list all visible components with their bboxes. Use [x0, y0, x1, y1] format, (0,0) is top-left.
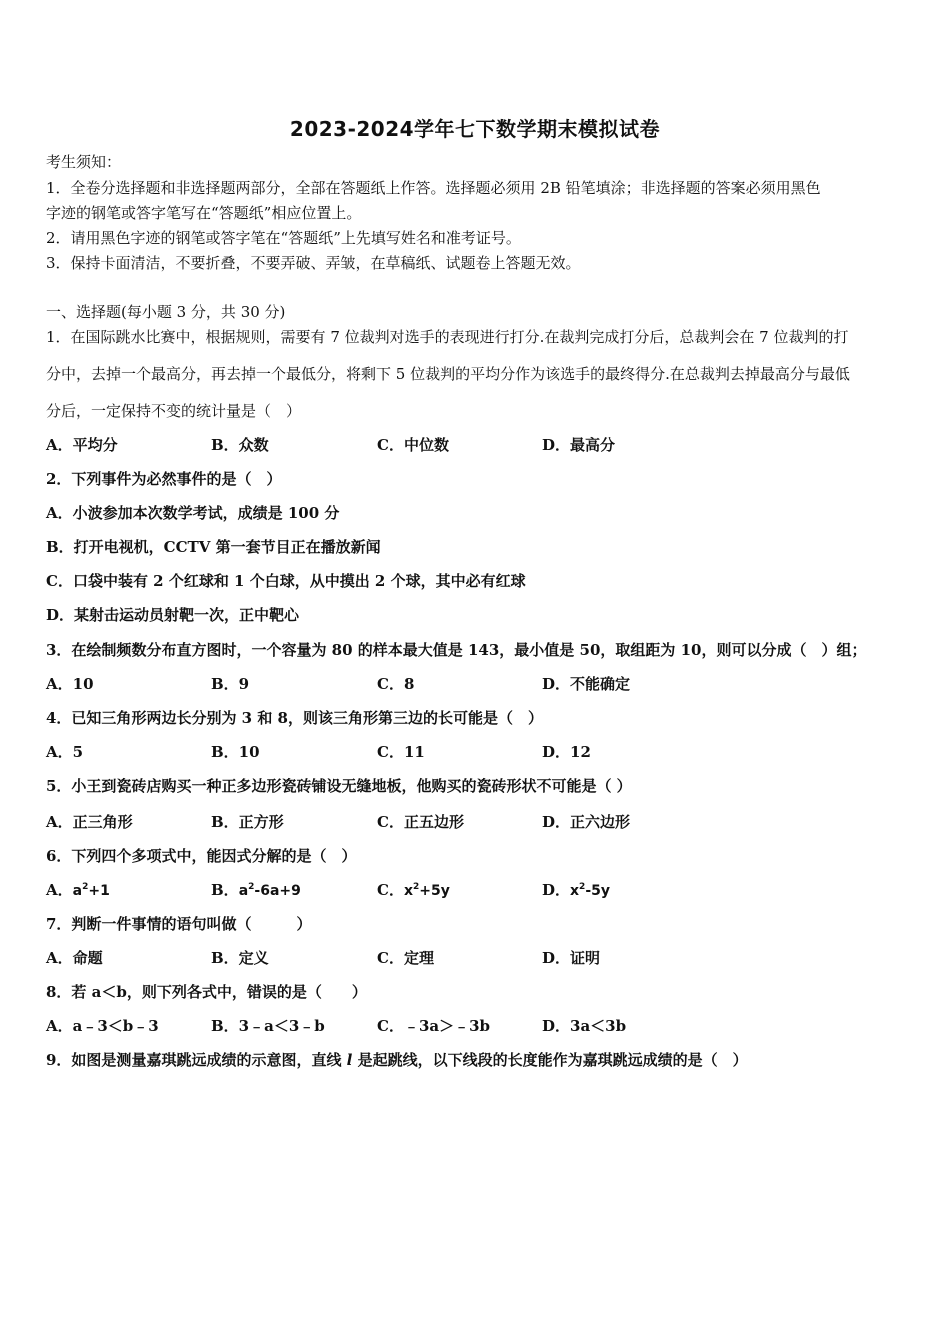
q1-option-b[interactable]: B．众数	[211, 436, 269, 454]
q1-stem-line-1: 1．在国际跳水比赛中，根据规则，需要有 7 位裁判对选手的表现进行打分.在裁判完成打分后，总裁判会在 7 位裁判的打	[46, 328, 849, 346]
q8-option-c[interactable]: C．﹣3a＞﹣3b	[377, 1017, 491, 1035]
q7-option-b[interactable]: B．定义	[211, 949, 269, 967]
notice-item-1-line-2: 字迹的钢笔或答字笔写在“答题纸”相应位置上。	[46, 204, 362, 222]
q5-stem: 5．小王到瓷砖店购买一种正多边形瓷砖铺设无缝地板，他购买的瓷砖形状不可能是（ ）	[46, 777, 632, 795]
q8-option-a[interactable]: A．a﹣3＜b﹣3	[46, 1017, 159, 1035]
q1-stem-line-2: 分中，去掉一个最高分，再去掉一个最低分，将剩下 5 位裁判的平均分作为该选手的最终得分.在总裁判去掉最高分与最低	[46, 365, 850, 383]
q7-options	[46, 948, 906, 968]
q2-option-a[interactable]: A．小波参加本次数学考试，成绩是 100 分	[46, 504, 340, 522]
q2-option-c[interactable]: C．口袋中装有 2 个红球和 1 个白球，从中摸出 2 个球，其中必有红球	[46, 572, 526, 590]
q6-option-a[interactable]: A．$a^2+1$	[46, 881, 110, 899]
q1-option-a[interactable]: A．平均分	[46, 436, 118, 454]
q1-stem-line-3: 分后，一定保持不变的统计量是（ ）	[46, 402, 302, 420]
q4-option-a[interactable]: A．5	[46, 743, 84, 761]
q1-options	[46, 435, 906, 455]
q2-option-d[interactable]: D．某射击运动员射靶一次，正中靶心	[46, 606, 300, 624]
q3-option-d[interactable]: D．不能确定	[542, 675, 631, 693]
q6-stem: 6．下列四个多项式中，能因式分解的是（ ）	[46, 847, 357, 865]
q3-options	[46, 674, 906, 694]
q5-option-a[interactable]: A．正三角形	[46, 813, 133, 831]
q4-stem: 4．已知三角形两边长分别为 3 和 8，则该三角形第三边的长可能是（ ）	[46, 709, 543, 727]
q3-option-a[interactable]: A．10	[46, 675, 94, 693]
q4-option-b[interactable]: B．10	[211, 743, 260, 761]
q5-option-d[interactable]: D．正六边形	[542, 813, 631, 831]
q8-option-b[interactable]: B．3﹣a＜3﹣b	[211, 1017, 325, 1035]
q7-option-c[interactable]: C．定理	[377, 949, 434, 967]
q9-variable-l: l	[346, 1051, 353, 1069]
q2-stem: 2．下列事件为必然事件的是（ ）	[46, 470, 282, 488]
q6-option-b[interactable]: B．$a^2-6a+9$	[211, 881, 301, 899]
notice-item-3: 3．保持卡面清洁，不要折叠，不要弄破、弄皱，在草稿纸、试题卷上答题无效。	[46, 254, 581, 272]
q6-options	[46, 880, 906, 900]
page-title: 2023-2024学年七下数学期末模拟试卷	[289, 117, 661, 141]
q5-option-b[interactable]: B．正方形	[211, 813, 284, 831]
q1-option-c[interactable]: C．中位数	[377, 436, 449, 454]
q9-stem: 9．如图是测量嘉琪跳远成绩的示意图，直线 l 是起跳线，以下线段的长度能作为嘉琪跳远成绩的是（ ）	[46, 1051, 748, 1069]
q1-option-d[interactable]: D．最高分	[542, 436, 616, 454]
q7-option-a[interactable]: A．命题	[46, 949, 103, 967]
notice-item-1-line-1: 1．全卷分选择题和非选择题两部分，全部在答题纸上作答。选择题必须用 2B 铅笔填涂；非选择题的答案必须用黑色	[46, 179, 821, 197]
q5-option-c[interactable]: C．正五边形	[377, 813, 464, 831]
q7-option-d[interactable]: D．证明	[542, 949, 601, 967]
q7-stem: 7．判断一件事情的语句叫做（ ）	[46, 915, 312, 933]
q8-options	[46, 1016, 906, 1036]
notice-heading: 考生须知：	[46, 153, 122, 171]
q4-option-d[interactable]: D．12	[542, 743, 591, 761]
q2-option-b[interactable]: B．打开电视机，CCTV 第一套节目正在播放新闻	[46, 538, 381, 556]
q6-option-d[interactable]: D．$x^2-5y$	[542, 881, 610, 899]
q6-option-c[interactable]: C．$x^2+5y$	[377, 881, 450, 899]
section-heading: 一、选择题(每小题 3 分，共 30 分)	[46, 303, 286, 321]
q5-options	[46, 812, 906, 832]
q3-option-c[interactable]: C．8	[377, 675, 415, 693]
q3-stem: 3．在绘制频数分布直方图时，一个容量为 80 的样本最大值是 143，最小值是 50，取组距为 10，则可以分成（ ）组；	[46, 641, 867, 659]
q3-option-b[interactable]: B．9	[211, 675, 250, 693]
q4-option-c[interactable]: C．11	[377, 743, 425, 761]
q8-option-d[interactable]: D．3a＜3b	[542, 1017, 627, 1035]
notice-item-2: 2．请用黑色字迹的钢笔或答字笔在“答题纸”上先填写姓名和准考证号。	[46, 229, 521, 247]
q4-options	[46, 742, 906, 762]
q8-stem: 8．若 a＜b，则下列各式中，错误的是（ ）	[46, 983, 367, 1001]
